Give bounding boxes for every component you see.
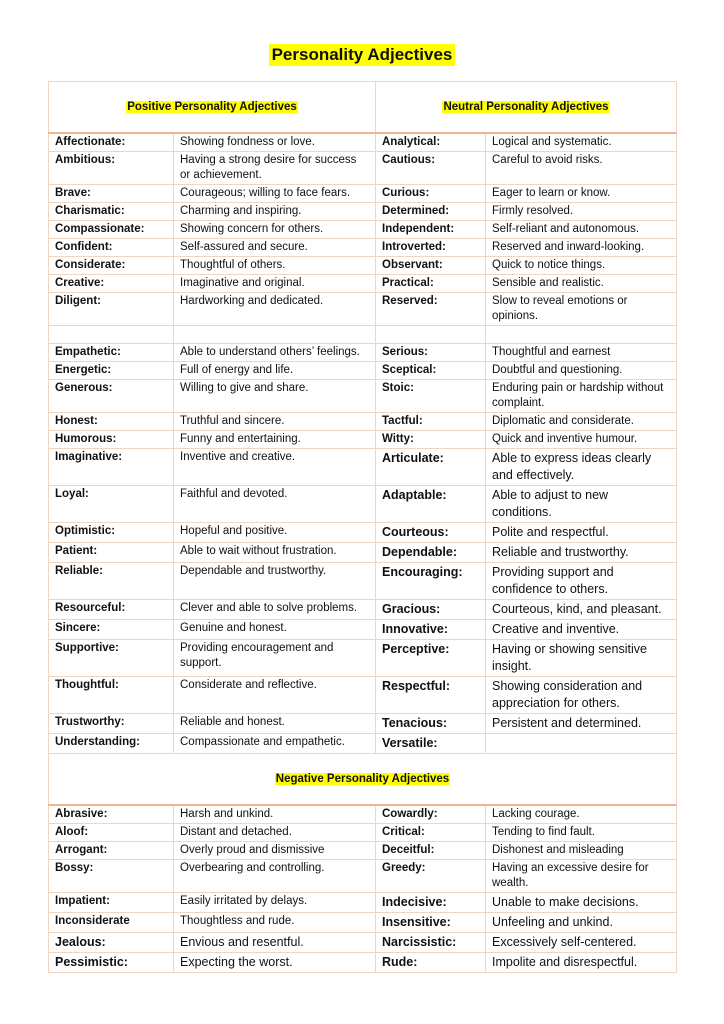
adjectives-table	[48, 81, 677, 973]
term-right: Rude:	[376, 953, 486, 973]
term-right: Innovative:	[376, 620, 486, 640]
table-row	[49, 344, 677, 362]
term-right: Reserved:	[376, 293, 486, 326]
definition-right: Having or showing sensitive insight.	[486, 640, 677, 677]
table-body-upper	[49, 82, 677, 754]
term-left: Humorous:	[49, 431, 174, 449]
definition-right: Reliable and trustworthy.	[486, 543, 677, 563]
term-left: Arrogant:	[49, 842, 174, 860]
term-left: Loyal:	[49, 486, 174, 523]
definition-left: Distant and detached.	[174, 824, 376, 842]
table-row	[49, 486, 677, 523]
definition-right: Showing consideration and appreciation for others.	[486, 677, 677, 714]
definition-left: Providing encouragement and support.	[174, 640, 376, 677]
table-row	[49, 860, 677, 893]
definition-left: Genuine and honest.	[174, 620, 376, 640]
term-right: Determined:	[376, 203, 486, 221]
table-row	[49, 239, 677, 257]
term-right: Gracious:	[376, 600, 486, 620]
definition-left: Funny and entertaining.	[174, 431, 376, 449]
term-right: Sceptical:	[376, 362, 486, 380]
definition-left: Imaginative and original.	[174, 275, 376, 293]
term-left: Diligent:	[49, 293, 174, 326]
definition-left: Easily irritated by delays.	[174, 893, 376, 913]
definition-left: Showing fondness or love.	[174, 133, 376, 152]
term-right: Insensitive:	[376, 913, 486, 933]
definition-right: Logical and systematic.	[486, 133, 677, 152]
neutral-header: Neutral Personality Adjectives	[443, 100, 609, 113]
term-right: Adaptable:	[376, 486, 486, 523]
term-right: Witty:	[376, 431, 486, 449]
definition-right: Enduring pain or hardship without complaint.	[486, 380, 677, 413]
term-right: Observant:	[376, 257, 486, 275]
definition-left: Overly proud and dismissive	[174, 842, 376, 860]
definition-left: Thoughtful of others.	[174, 257, 376, 275]
term-right: Critical:	[376, 824, 486, 842]
term-left: Generous:	[49, 380, 174, 413]
term-left: Reliable:	[49, 563, 174, 600]
definition-right: Firmly resolved.	[486, 203, 677, 221]
definition-left: Truthful and sincere.	[174, 413, 376, 431]
definition-left: Inventive and creative.	[174, 449, 376, 486]
negative-header: Negative Personality Adjectives	[275, 772, 450, 785]
term-right: Practical:	[376, 275, 486, 293]
definition-left: Hopeful and positive.	[174, 523, 376, 543]
table-row	[49, 293, 677, 326]
term-left: Trustworthy:	[49, 714, 174, 734]
definition-left: Thoughtless and rude.	[174, 913, 376, 933]
definition-right: Tending to find fault.	[486, 824, 677, 842]
table-row	[49, 380, 677, 413]
definition-left: Compassionate and empathetic.	[174, 734, 376, 754]
table-row	[49, 933, 677, 953]
term-right: Respectful:	[376, 677, 486, 714]
table-row	[49, 563, 677, 600]
positive-header: Positive Personality Adjectives	[127, 100, 297, 113]
definition-left: Willing to give and share.	[174, 380, 376, 413]
table-row	[49, 362, 677, 380]
definition-right: Diplomatic and considerate.	[486, 413, 677, 431]
table-row	[49, 824, 677, 842]
table-row	[49, 185, 677, 203]
table-row	[49, 431, 677, 449]
definition-left: Able to wait without frustration.	[174, 543, 376, 563]
term-left: Thoughtful:	[49, 677, 174, 714]
term-right: Introverted:	[376, 239, 486, 257]
term-left: Aloof:	[49, 824, 174, 842]
term-left: Confident:	[49, 239, 174, 257]
table-row	[49, 640, 677, 677]
definition-left	[174, 326, 376, 344]
positive-header-cell	[49, 82, 376, 134]
definition-left: Clever and able to solve problems.	[174, 600, 376, 620]
definition-left: Charming and inspiring.	[174, 203, 376, 221]
term-left: Patient:	[49, 543, 174, 563]
definition-right: Quick and inventive humour.	[486, 431, 677, 449]
title-wrap	[0, 44, 724, 66]
definition-left: Dependable and trustworthy.	[174, 563, 376, 600]
table-row	[49, 714, 677, 734]
definition-right	[486, 326, 677, 344]
term-left: Compassionate:	[49, 221, 174, 239]
term-right: Tactful:	[376, 413, 486, 431]
negative-header-row	[49, 754, 677, 806]
definition-right: Persistent and determined.	[486, 714, 677, 734]
term-left: Considerate:	[49, 257, 174, 275]
definition-right: Creative and inventive.	[486, 620, 677, 640]
definition-left: Harsh and unkind.	[174, 805, 376, 824]
term-left: Ambitious:	[49, 152, 174, 185]
definition-right: Lacking courage.	[486, 805, 677, 824]
definition-right: Slow to reveal emotions or opinions.	[486, 293, 677, 326]
term-left: Brave:	[49, 185, 174, 203]
term-left: Creative:	[49, 275, 174, 293]
definition-right: Unable to make decisions.	[486, 893, 677, 913]
definition-left: Able to understand others’ feelings.	[174, 344, 376, 362]
table-row	[49, 221, 677, 239]
term-left: Optimistic:	[49, 523, 174, 543]
definition-left: Having a strong desire for success or achievement.	[174, 152, 376, 185]
table-row	[49, 449, 677, 486]
table-row	[49, 893, 677, 913]
table-row	[49, 133, 677, 152]
negative-header-cell	[49, 754, 677, 806]
definition-right	[486, 734, 677, 754]
term-left: Supportive:	[49, 640, 174, 677]
term-left: Empathetic:	[49, 344, 174, 362]
table-row	[49, 275, 677, 293]
definition-right: Eager to learn or know.	[486, 185, 677, 203]
definition-right: Thoughtful and earnest	[486, 344, 677, 362]
term-left: Pessimistic:	[49, 953, 174, 973]
table-row	[49, 677, 677, 714]
definition-right: Unfeeling and unkind.	[486, 913, 677, 933]
term-right: Curious:	[376, 185, 486, 203]
term-right: Deceitful:	[376, 842, 486, 860]
table-row	[49, 152, 677, 185]
term-right: Serious:	[376, 344, 486, 362]
term-right: Greedy:	[376, 860, 486, 893]
definition-left: Overbearing and controlling.	[174, 860, 376, 893]
term-right: Encouraging:	[376, 563, 486, 600]
header-row	[49, 82, 677, 134]
definition-right: Dishonest and misleading	[486, 842, 677, 860]
term-left: Resourceful:	[49, 600, 174, 620]
term-right: Articulate:	[376, 449, 486, 486]
term-right	[376, 326, 486, 344]
term-left: Honest:	[49, 413, 174, 431]
definition-right: Self-reliant and autonomous.	[486, 221, 677, 239]
term-right: Cowardly:	[376, 805, 486, 824]
term-right: Stoic:	[376, 380, 486, 413]
term-left: Understanding:	[49, 734, 174, 754]
table-row	[49, 413, 677, 431]
definition-right: Able to express ideas clearly and effectively.	[486, 449, 677, 486]
term-right: Perceptive:	[376, 640, 486, 677]
table-row	[49, 913, 677, 933]
definition-right: Doubtful and questioning.	[486, 362, 677, 380]
term-right: Independent:	[376, 221, 486, 239]
term-right: Indecisive:	[376, 893, 486, 913]
table-row	[49, 842, 677, 860]
definition-left: Hardworking and dedicated.	[174, 293, 376, 326]
definition-right: Courteous, kind, and pleasant.	[486, 600, 677, 620]
term-right: Analytical:	[376, 133, 486, 152]
term-right: Dependable:	[376, 543, 486, 563]
table-row	[49, 734, 677, 754]
term-left: Affectionate:	[49, 133, 174, 152]
definition-left: Showing concern for others.	[174, 221, 376, 239]
term-left: Sincere:	[49, 620, 174, 640]
table-row	[49, 620, 677, 640]
definition-right: Careful to avoid risks.	[486, 152, 677, 185]
term-left: Bossy:	[49, 860, 174, 893]
definition-left: Expecting the worst.	[174, 953, 376, 973]
definition-right: Quick to notice things.	[486, 257, 677, 275]
definition-left: Reliable and honest.	[174, 714, 376, 734]
neutral-header-cell	[376, 82, 677, 134]
definition-right: Impolite and disrespectful.	[486, 953, 677, 973]
definition-right: Sensible and realistic.	[486, 275, 677, 293]
table-row	[49, 326, 677, 344]
term-left: Imaginative:	[49, 449, 174, 486]
term-left: Jealous:	[49, 933, 174, 953]
definition-left: Self-assured and secure.	[174, 239, 376, 257]
term-left: Impatient:	[49, 893, 174, 913]
definition-left: Full of energy and life.	[174, 362, 376, 380]
page-title: Personality Adjectives	[269, 44, 456, 66]
table-row	[49, 805, 677, 824]
definition-left: Courageous; willing to face fears.	[174, 185, 376, 203]
definition-right: Reserved and inward-looking.	[486, 239, 677, 257]
table-row	[49, 523, 677, 543]
term-left: Abrasive:	[49, 805, 174, 824]
table-body-lower	[49, 754, 677, 973]
table-row	[49, 257, 677, 275]
term-right: Narcissistic:	[376, 933, 486, 953]
definition-left: Considerate and reflective.	[174, 677, 376, 714]
definition-right: Excessively self-centered.	[486, 933, 677, 953]
term-left: Energetic:	[49, 362, 174, 380]
term-right: Cautious:	[376, 152, 486, 185]
term-left: Charismatic:	[49, 203, 174, 221]
term-right: Versatile:	[376, 734, 486, 754]
definition-right: Providing support and confidence to others.	[486, 563, 677, 600]
table-row	[49, 203, 677, 221]
definition-right: Polite and respectful.	[486, 523, 677, 543]
table-row	[49, 600, 677, 620]
term-left	[49, 326, 174, 344]
definition-left: Faithful and devoted.	[174, 486, 376, 523]
table-row	[49, 543, 677, 563]
definition-right: Able to adjust to new conditions.	[486, 486, 677, 523]
table-row	[49, 953, 677, 973]
definition-left: Envious and resentful.	[174, 933, 376, 953]
term-right: Tenacious:	[376, 714, 486, 734]
definition-right: Having an excessive desire for wealth.	[486, 860, 677, 893]
term-right: Courteous:	[376, 523, 486, 543]
term-left: Inconsiderate	[49, 913, 174, 933]
